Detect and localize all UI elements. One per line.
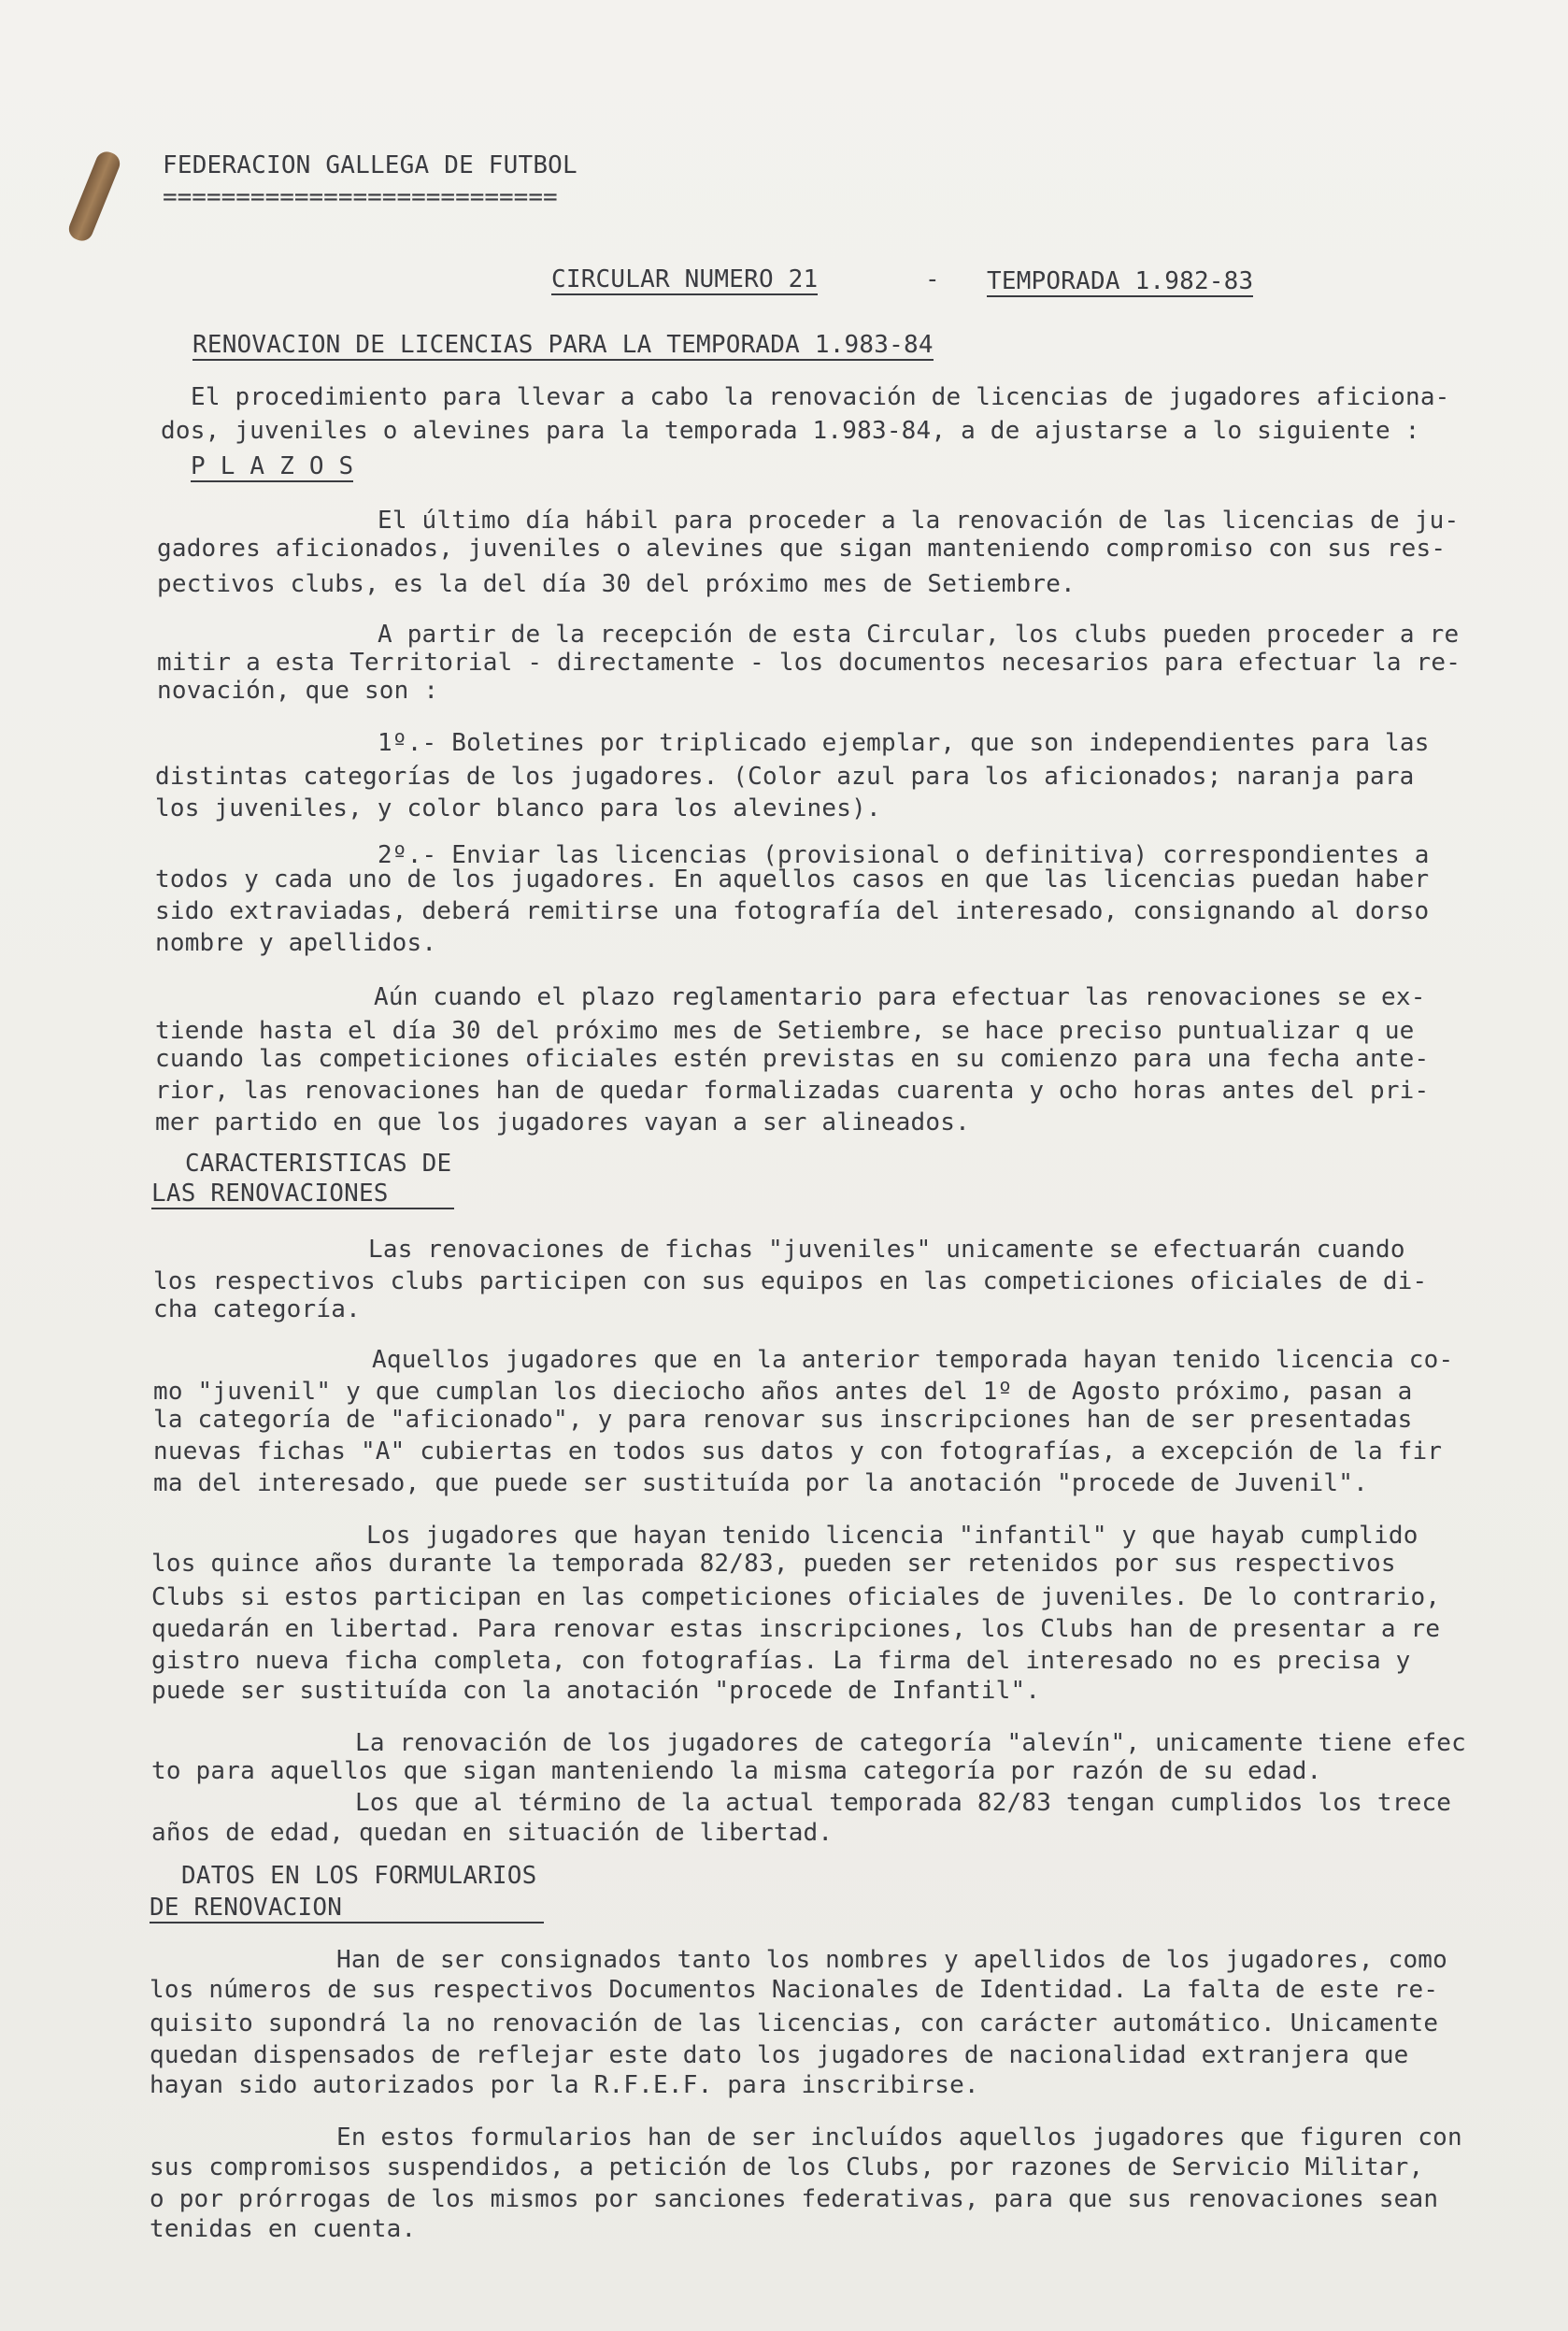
text-line: la categoría de "aficionado", y para renovar sus inscripciones han de ser presentadas <box>153 1406 1413 1434</box>
text-line: La renovación de los jugadores de categoría "alevín", unicamente tiene efec <box>355 1729 1466 1757</box>
text-line: quedarán en libertad. Para renovar estas inscripciones, los Clubs han de presentar a re <box>151 1615 1441 1643</box>
text-line: cuando las competiciones oficiales estén previstas en su comienzo para una fecha ante- <box>155 1045 1430 1073</box>
text-line: nuevas fichas "A" cubiertas en todos sus datos y con fotografías, a excepción de la fir <box>153 1437 1443 1466</box>
datos-heading: DATOS EN LOS FORMULARIOS <box>181 1862 537 1890</box>
text-line: El último día hábil para proceder a la renovación de las licencias de ju- <box>378 507 1460 535</box>
circular-dash: - <box>925 265 940 293</box>
text-line: 1º.- Boletines por triplicado ejemplar, que son independientes para las <box>378 729 1430 757</box>
text-line: to para aquellos que sigan manteniendo la misma categoría por razón de su edad. <box>151 1757 1322 1785</box>
circular-season: TEMPORADA 1.982-83 <box>987 267 1254 295</box>
text-line: En estos formularios han de ser incluídos aquellos jugadores que figuren con <box>336 2124 1462 2152</box>
text-line: mitir a esta Territorial - directamente - los documentos necesarios para efectuar la re- <box>157 649 1461 677</box>
text-line: todos y cada uno de los jugadores. En aquellos casos en que las licencias puedan haber <box>155 865 1430 894</box>
caracteristicas-heading: CARACTERISTICAS DE <box>185 1150 452 1178</box>
text-line: A partir de la recepción de esta Circular, los clubs pueden proceder a re <box>378 621 1460 649</box>
text-line: distintas categorías de los jugadores. (Color azul para los aficionados; naranja para <box>155 763 1415 791</box>
text-line: los quince años durante la temporada 82/83, pueden ser retenidos por sus respectivos <box>151 1550 1396 1578</box>
text-line: tiende hasta el día 30 del próximo mes de Setiembre, se hace preciso puntualizar q ue <box>155 1017 1415 1045</box>
federation-header: FEDERACION GALLEGA DE FUTBOL <box>163 151 577 179</box>
text-line: novación, que son : <box>157 677 439 705</box>
document-title: RENOVACION DE LICENCIAS PARA LA TEMPORADA 1.983-84 <box>192 331 934 359</box>
text-line: Los jugadores que hayan tenido licencia "infantil" y que hayab cumplido <box>366 1522 1418 1550</box>
text-line: tenidas en cuenta. <box>150 2215 417 2243</box>
text-line: los números de sus respectivos Documentos Nacionales de Identidad. La falta de este re- <box>150 1976 1439 2004</box>
text-line: Clubs si estos participan en las competiciones oficiales de juveniles. De lo contrario, <box>151 1583 1441 1611</box>
text-line: mo "juvenil" y que cumplan los dieciocho años antes del 1º de Agosto próximo, pasan a <box>153 1378 1413 1406</box>
datos-heading: DE RENOVACION <box>150 1895 544 1923</box>
text-line: quisito supondrá la no renovación de las licencias, con carácter automático. Unicamente <box>150 2009 1439 2038</box>
text-line: 2º.- Enviar las licencias (provisional o definitiva) correspondientes a <box>378 841 1430 869</box>
text-line: sido extraviadas, deberá remitirse una fotografía del interesado, consignando al dorso <box>155 897 1430 925</box>
text-line: cha categoría. <box>153 1295 361 1323</box>
text-line: rior, las renovaciones han de quedar formalizadas cuarenta y ocho horas antes del pri- <box>155 1077 1430 1105</box>
intro-line: El procedimiento para llevar a cabo la renovación de licencias de jugadores aficiona- <box>191 383 1450 411</box>
caracteristicas-heading: LAS RENOVACIONES <box>151 1181 454 1209</box>
text-line: gistro nueva ficha completa, con fotografías. La firma del interesado no es precisa y <box>151 1647 1411 1675</box>
text-line: Aquellos jugadores que en la anterior temporada hayan tenido licencia co- <box>372 1346 1454 1374</box>
text-line: nombre y apellidos. <box>155 929 437 957</box>
text-line: mer partido en que los jugadores vayan a ser alineados. <box>155 1108 970 1137</box>
text-line: gadores aficionados, juveniles o alevines que sigan manteniendo compromiso con sus res- <box>157 535 1447 563</box>
circular-number: CIRCULAR NUMERO 21 <box>551 265 819 293</box>
text-line: ma del interesado, que puede ser sustituída por la anotación "procede de Juvenil". <box>153 1469 1368 1497</box>
header-double-rule: =========================== <box>163 183 558 211</box>
text-line: hayan sido autorizados por la R.F.E.F. para inscribirse. <box>150 2071 979 2099</box>
text-line: puede ser sustituída con la anotación "procede de Infantil". <box>151 1677 1041 1705</box>
text-line: sus compromisos suspendidos, a petición de los Clubs, por razones de Servicio Militar, <box>150 2153 1424 2181</box>
text-line: los respectivos clubs participen con sus equipos en las competiciones oficiales de di- <box>153 1267 1428 1295</box>
text-line: Los que al término de la actual temporada 82/83 tengan cumplidos los trece <box>355 1789 1452 1817</box>
plazos-heading: P L A Z O S <box>191 452 354 480</box>
text-line: o por prórrogas de los mismos por sanciones federativas, para que sus renovaciones sean <box>150 2185 1439 2213</box>
text-line: los juveniles, y color blanco para los alevines). <box>155 794 881 822</box>
text-line: pectivos clubs, es la del día 30 del próximo mes de Setiembre. <box>157 570 1076 598</box>
intro-line: dos, juveniles o alevines para la temporada 1.983-84, a de ajustarse a lo siguiente : <box>161 417 1420 445</box>
text-line: Las renovaciones de fichas "juveniles" unicamente se efectuarán cuando <box>368 1236 1405 1264</box>
text-line: quedan dispensados de reflejar este dato los jugadores de nacionalidad extranjera que <box>150 2041 1409 2069</box>
text-line: años de edad, quedan en situación de libertad. <box>151 1819 834 1847</box>
adhesive-tape-mark <box>65 149 123 244</box>
text-line: Han de ser consignados tanto los nombres y apellidos de los jugadores, como <box>336 1946 1447 1974</box>
text-line: Aún cuando el plazo reglamentario para efectuar las renovaciones se ex- <box>374 983 1426 1011</box>
